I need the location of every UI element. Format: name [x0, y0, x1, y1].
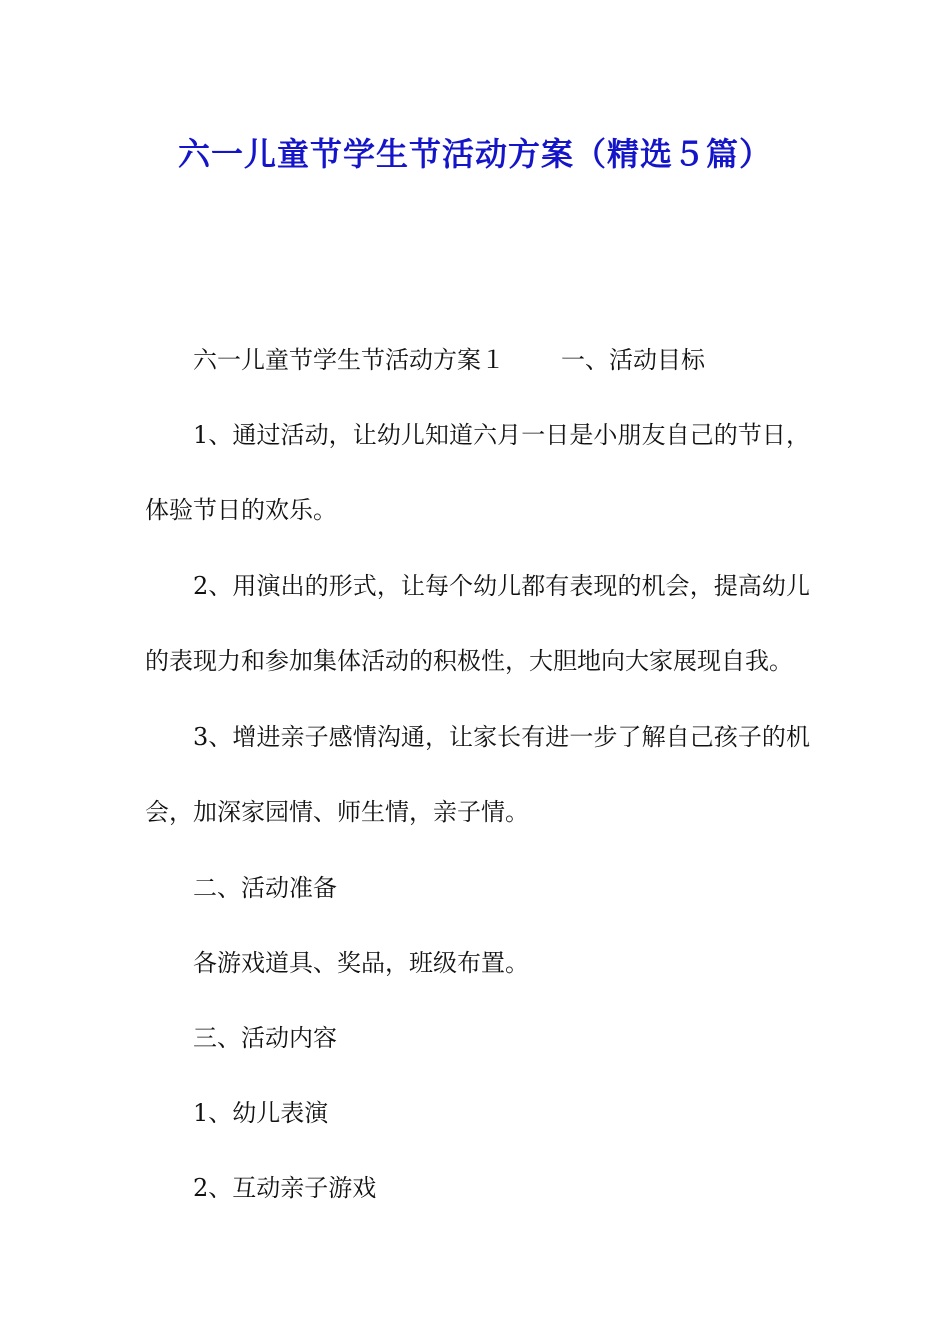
paragraph-preparation: 各游戏道具、奖品，班级布置。: [193, 949, 529, 977]
document-body: [145, 336, 810, 1239]
paragraph-goal-2: 2、用演出的形式，让每个幼儿都有表现的机会，提高幼儿的表现力和参加集体活动的积极性，大胆地向大家展现自我。: [145, 572, 810, 675]
section-heading-goals: 一、活动目标: [561, 346, 705, 374]
section-heading-preparation: 二、活动准备: [193, 874, 337, 902]
section-heading-content: 三、活动内容: [193, 1024, 337, 1052]
document-title: 六一儿童节学生节活动方案（精选５篇）: [177, 135, 772, 173]
intro-line: [145, 336, 810, 384]
paragraph-goal-3: 3、增进亲子感情沟通，让家长有进一步了解自己孩子的机会，加深家园情、师生情，亲子情。: [145, 723, 810, 826]
paragraph-content-2: 2、互动亲子游戏: [193, 1174, 377, 1202]
paragraph-goal-1: 1、通过活动，让幼儿知道六月一日是小朋友自己的节日，体验节日的欢乐。: [145, 421, 810, 524]
plan-heading: 六一儿童节学生节活动方案１: [193, 346, 505, 374]
paragraph-content-1: 1、幼儿表演: [193, 1099, 329, 1127]
